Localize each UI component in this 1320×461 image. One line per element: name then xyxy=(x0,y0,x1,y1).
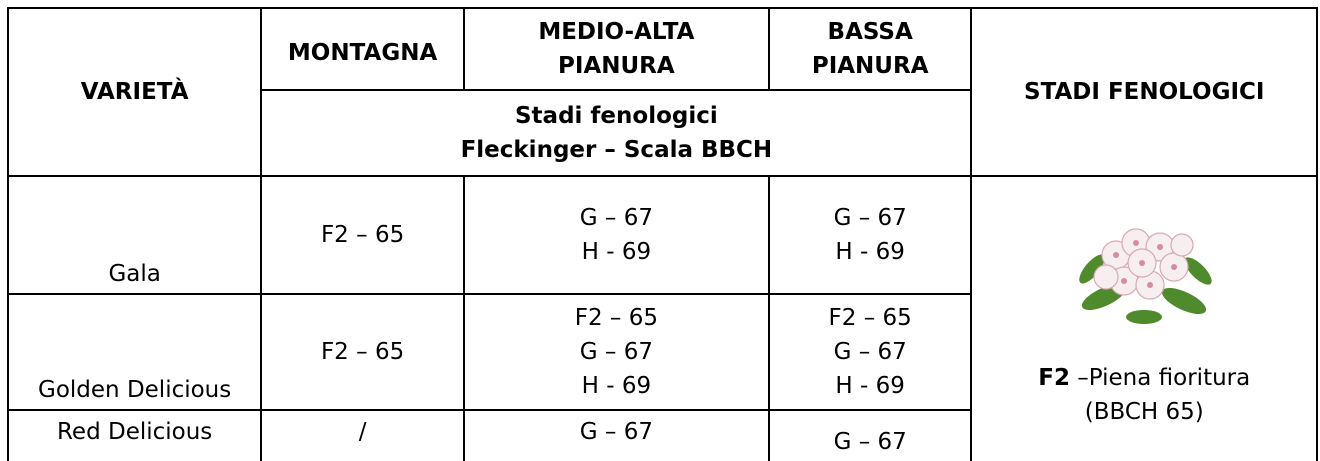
variety-cell: Golden Delicious xyxy=(8,294,261,410)
bassa-cell: G – 67 xyxy=(769,410,972,461)
montagna-cell: F2 – 65 xyxy=(261,176,464,294)
subheader-line1: Stadi fenologici xyxy=(514,103,718,129)
stage-value: H - 69 xyxy=(835,373,905,399)
montagna-cell: F2 – 65 xyxy=(261,294,464,410)
stage-value: H - 69 xyxy=(581,239,652,265)
apple-blossom-image xyxy=(1064,205,1224,333)
stage-caption xyxy=(972,361,1316,395)
header-bassa-line2: PIANURA xyxy=(811,53,929,79)
variety-cell: Gala xyxy=(8,176,261,294)
stage-value: G – 67 xyxy=(579,205,653,231)
stage-value: F2 – 65 xyxy=(828,305,912,331)
bassa-cell xyxy=(769,176,972,294)
stage-value: G – 67 xyxy=(833,205,907,231)
header-medio-alta-line2: PIANURA xyxy=(558,53,675,79)
header-varieta: VARIETÀ xyxy=(8,8,261,176)
phenology-table xyxy=(7,7,1318,461)
header-bassa-line1: BASSA xyxy=(827,19,913,45)
stage-bbch: (BBCH 65) xyxy=(1084,399,1204,425)
header-row xyxy=(8,8,1317,90)
montagna-cell: / xyxy=(261,410,464,461)
stage-description: –Piena fioritura xyxy=(1069,365,1251,391)
table-row xyxy=(8,176,1317,294)
stage-value: G – 67 xyxy=(833,339,907,365)
header-medio-alta-line1: MEDIO-ALTA xyxy=(538,19,695,45)
subheader-stadi xyxy=(261,90,971,176)
medio-alta-cell xyxy=(464,176,769,294)
stage-code: F2 xyxy=(1038,365,1070,391)
bassa-cell xyxy=(769,294,972,410)
medio-alta-cell: G – 67 xyxy=(464,410,769,461)
header-montagna: MONTAGNA xyxy=(261,8,464,90)
stage-illustration-cell xyxy=(971,176,1317,461)
stage-value: G – 67 xyxy=(579,339,653,365)
medio-alta-cell xyxy=(464,294,769,410)
header-bassa-pianura xyxy=(769,8,972,90)
header-stadi-fenologici: STADI FENOLOGICI xyxy=(971,8,1317,176)
stage-value: H - 69 xyxy=(581,373,652,399)
subheader-line2: Fleckinger – Scala BBCH xyxy=(460,137,773,163)
stage-value: H - 69 xyxy=(835,239,905,265)
header-medio-alta-pianura xyxy=(464,8,769,90)
stage-value: F2 – 65 xyxy=(574,305,659,331)
variety-cell: Red Delicious xyxy=(8,410,261,461)
